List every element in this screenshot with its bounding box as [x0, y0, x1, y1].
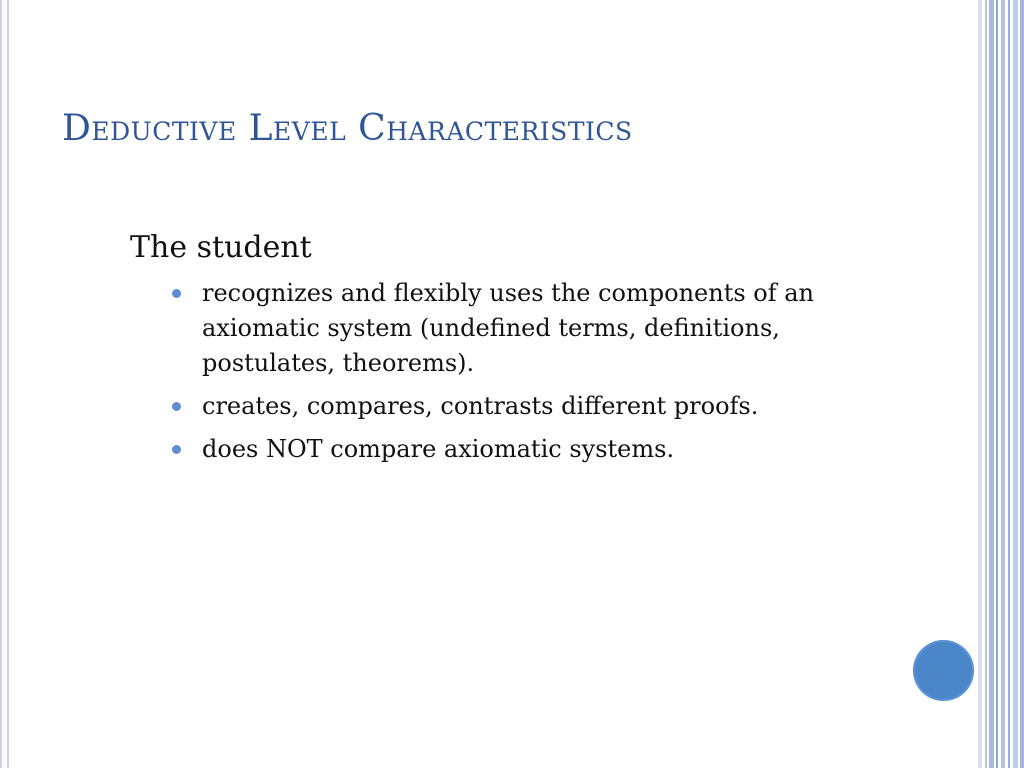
- bullet-text: does NOT compare axiomatic systems.: [202, 435, 675, 463]
- right-stripe: [1013, 0, 1018, 768]
- left-border-line: [7, 0, 9, 768]
- right-stripe: [989, 0, 994, 768]
- bullet-text: recognizes and flexibly uses the components of an axiomatic system (undefined terms, definitions, postulates, theorems).: [202, 279, 815, 377]
- right-stripe: [978, 0, 982, 768]
- bullet-text: creates, compares, contrasts different proofs.: [202, 392, 759, 420]
- bullet-dot-icon: [172, 445, 181, 454]
- right-stripe: [1001, 0, 1005, 768]
- list-item: [172, 276, 910, 381]
- list-item: [172, 432, 910, 467]
- bullet-list: [130, 276, 910, 467]
- slide-body: [130, 228, 910, 475]
- slide-title: Deductive Level Characteristics: [62, 108, 633, 149]
- left-border-line: [0, 0, 2, 768]
- right-stripe: [1020, 0, 1024, 768]
- right-stripe: [1008, 0, 1010, 768]
- right-stripe: [985, 0, 987, 768]
- lead-text: The student: [130, 230, 312, 265]
- right-stripe: [996, 0, 998, 768]
- circle-decoration-icon: [913, 640, 974, 701]
- bullet-dot-icon: [172, 402, 181, 411]
- list-item: [172, 389, 910, 424]
- bullet-dot-icon: [172, 289, 181, 298]
